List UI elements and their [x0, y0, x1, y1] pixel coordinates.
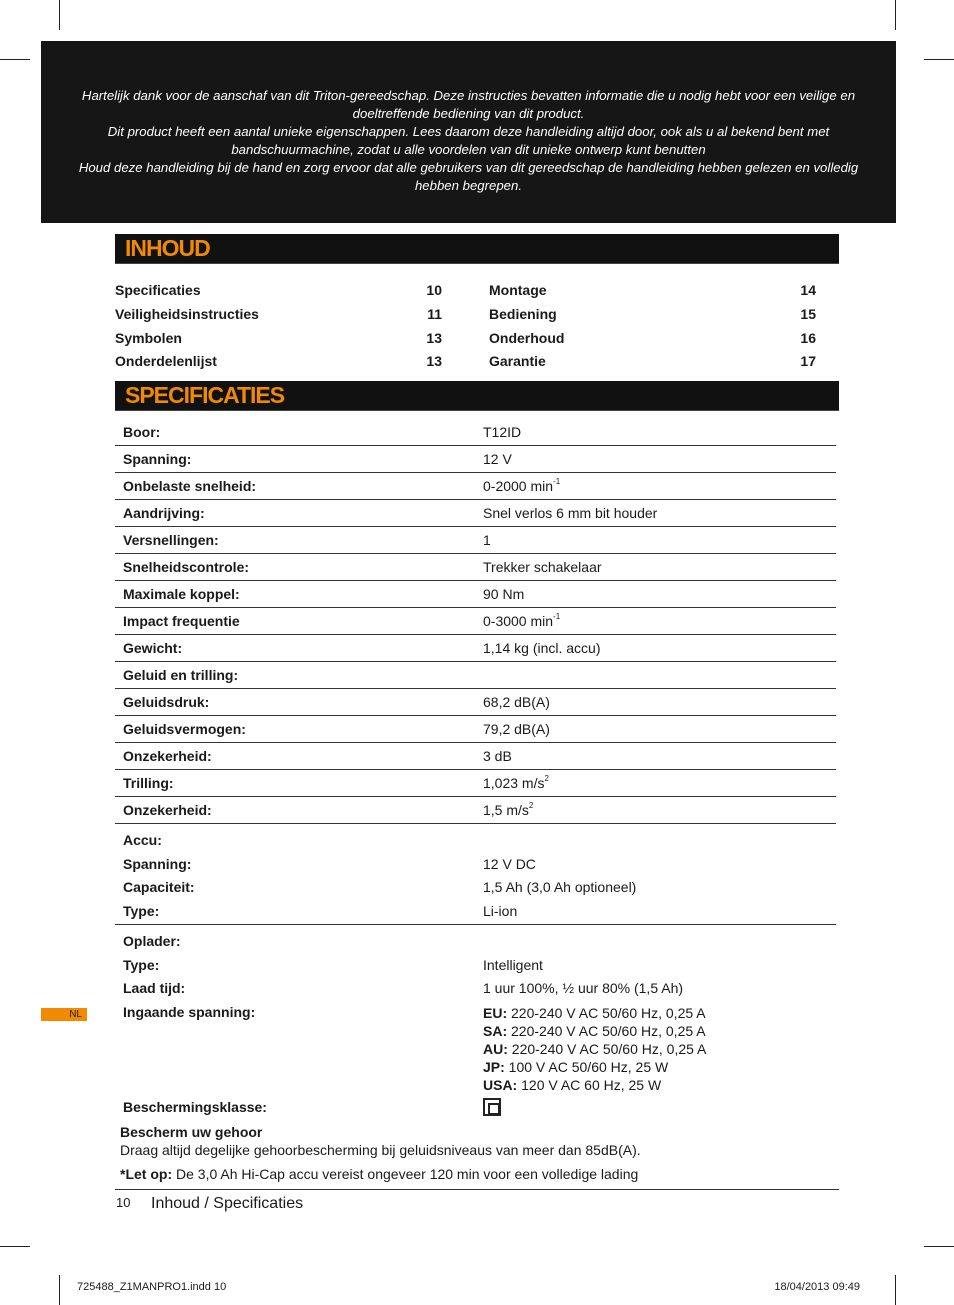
- table-row: [115, 500, 836, 527]
- spec-value: 12 V: [475, 446, 836, 473]
- spec-value: 1,023 $m/s^2$: [475, 770, 836, 797]
- intro-text: Hartelijk dank voor de aanschaf van dit Triton-gereedschap. Deze instructies bevatten informatie die u nodig hebt voor een veilige en doeltreffende bediening van dit product.: [81, 88, 856, 121]
- spec-value: Intelligent 1 uur 100%, ½ uur 80% (1,5 Ah) EU: 220-240 V AC 50/60 Hz, 0,25 A SA: 220-240 V AC 50/60 Hz, 0,25 A AU: 220-240 V AC 50/60 Hz, 0,25 A JP: 100 V AC 50/60 Hz, 25 W USA: 120 V AC 60 Hz, 25 W: [475, 925, 836, 1122]
- toc-entry[interactable]: [115, 330, 442, 354]
- spec-value: [475, 662, 836, 689]
- spec-value: 0-2000 $\min^{-1}$: [475, 473, 836, 500]
- table-row: [115, 581, 836, 608]
- toc-entry-page: 16: [800, 330, 816, 346]
- toc-entry-page: 10: [426, 282, 442, 298]
- toc-entry-label: Specificaties: [115, 282, 201, 298]
- intro-text: Dit product heeft een aantal unieke eigenschappen. Lees daarom deze handleiding altijd door, ook als u al bekend bent met bandschuurmachine, zodat u alle voordelen van dit unieke ontwerp kunt benutten: [107, 124, 830, 157]
- contents-heading: INHOUD: [125, 235, 210, 261]
- toc-entry[interactable]: [489, 330, 816, 354]
- spec-key: Impact frequentie: [115, 608, 475, 635]
- charger-title: Oplader:: [123, 933, 181, 949]
- table-row: [115, 527, 836, 554]
- crop-mark: [895, 1275, 896, 1305]
- toc-entry-page: 13: [426, 353, 442, 369]
- crop-mark: [0, 1246, 30, 1247]
- toc-entry-page: 13: [426, 330, 442, 346]
- toc-entry-label: Onderhoud: [489, 330, 565, 346]
- spec-key: Boor:: [115, 419, 475, 446]
- spec-key: Versnellingen:: [115, 527, 475, 554]
- specs-heading-bar: [115, 381, 839, 411]
- hearing-title: Bescherm uw gehoor: [120, 1124, 263, 1140]
- hearing-text: Draag altijd degelijke gehoorbescherming bij geluidsniveaus van meer dan 85dB(A).: [120, 1142, 641, 1158]
- spec-key: Geluid en trilling:: [115, 662, 475, 689]
- specs-table: [115, 419, 836, 1121]
- table-row: [115, 608, 836, 635]
- footer-section-title: Inhoud / Specificaties: [151, 1195, 304, 1212]
- intro-banner: [41, 41, 896, 223]
- page-number: 10: [116, 1195, 131, 1210]
- toc-entry-page: 11: [427, 306, 442, 322]
- spec-value: 0-3000 $\min^{-1}$: [475, 608, 836, 635]
- crop-mark: [924, 59, 954, 60]
- toc-entry-label: Garantie: [489, 353, 546, 369]
- spec-key: Geluidsvermogen:: [115, 716, 475, 743]
- class-ii-icon: [483, 1098, 501, 1116]
- spec-value: 90 Nm: [475, 581, 836, 608]
- spec-value: 79,2 dB(A): [475, 716, 836, 743]
- toc-entry[interactable]: [489, 306, 816, 330]
- toc-entry-page: 17: [800, 353, 816, 369]
- crop-mark: [0, 59, 30, 60]
- slug-file: 725488_Z1MANPRO1.indd 10: [77, 1281, 227, 1293]
- toc-entry[interactable]: [115, 306, 442, 330]
- toc-entry[interactable]: [489, 353, 816, 377]
- table-row: [115, 689, 836, 716]
- contents-heading-bar: [115, 234, 839, 264]
- spec-key: Maximale koppel:: [115, 581, 475, 608]
- spec-value: Snel verlos 6 mm bit houder: [475, 500, 836, 527]
- spec-key: Geluidsdruk:: [115, 689, 475, 716]
- spec-key: Accu: Spanning: Capaciteit: Type:: [115, 824, 475, 925]
- table-row: [115, 473, 836, 500]
- spec-key: Trilling:: [115, 770, 475, 797]
- table-row: [115, 635, 836, 662]
- language-tab: NL: [41, 1008, 87, 1021]
- spec-value: 1: [475, 527, 836, 554]
- spec-key: Gewicht:: [115, 635, 475, 662]
- table-row: [115, 770, 836, 797]
- spec-value: 12 V DC 1,5 Ah (3,0 Ah optioneel) Li-ion: [475, 824, 836, 925]
- toc-entry-label: Onderdelenlijst: [115, 353, 217, 369]
- table-row: [115, 716, 836, 743]
- table-row: [115, 797, 836, 824]
- table-row: [115, 554, 836, 581]
- toc-entry-label: Montage: [489, 282, 547, 298]
- spec-key: Aandrijving:: [115, 500, 475, 527]
- toc-entry-label: Veiligheidsinstructies: [115, 306, 259, 322]
- table-row: [115, 446, 836, 473]
- toc-entry[interactable]: [115, 282, 442, 306]
- toc-entry-label: Symbolen: [115, 330, 182, 346]
- table-row-accu: [115, 824, 836, 925]
- specs-heading: SPECIFICATIES: [125, 382, 285, 408]
- crop-mark: [59, 1275, 60, 1305]
- crop-mark: [924, 1246, 954, 1247]
- input-voltage-list: EU: 220-240 V AC 50/60 Hz, 0,25 A SA: 220-240 V AC 50/60 Hz, 0,25 A AU: 220-240 V AC 50/60 Hz, 0,25 A JP: 100 V AC 50/60 Hz, 25 W USA: 120 V AC 60 Hz, 25 W: [483, 1004, 707, 1093]
- spec-value: T12ID: [475, 419, 836, 446]
- crop-mark: [59, 0, 60, 30]
- toc-entry[interactable]: [489, 282, 816, 306]
- spec-key: Snelheidscontrole:: [115, 554, 475, 581]
- spec-key: Spanning:: [115, 446, 475, 473]
- spec-value: 68,2 dB(A): [475, 689, 836, 716]
- spec-value: 3 dB: [475, 743, 836, 770]
- spec-value: 1,14 kg (incl. accu): [475, 635, 836, 662]
- table-row: [115, 743, 836, 770]
- spec-key: Onzekerheid:: [115, 743, 475, 770]
- table-row: [115, 662, 836, 689]
- toc-entry-label: Bediening: [489, 306, 557, 322]
- table-row: [115, 419, 836, 446]
- footer-divider: [115, 1189, 839, 1190]
- toc-entry[interactable]: [115, 353, 442, 377]
- toc-entry-page: 14: [800, 282, 816, 298]
- crop-mark: [895, 0, 896, 30]
- spec-value: 1,5 $m/s^2$: [475, 797, 836, 824]
- spec-key: Oplader: Type: Laad tijd: Ingaande spanning: Beschermingsklasse:: [115, 925, 475, 1122]
- accu-title: Accu:: [123, 832, 162, 848]
- spec-value: Trekker schakelaar: [475, 554, 836, 581]
- intro-text: Houd deze handleiding bij de hand en zorg ervoor dat alle gebruikers van dit gereedschap de handleiding hebben gelezen en volledig hebben begrepen.: [78, 160, 859, 193]
- slug-date: 18/04/2013 09:49: [774, 1281, 860, 1293]
- toc-entry-page: 15: [800, 306, 816, 322]
- spec-key: Onzekerheid:: [115, 797, 475, 824]
- table-row-charger: [115, 925, 836, 1122]
- spec-key: Onbelaste snelheid:: [115, 473, 475, 500]
- note-let-op: *Let op: De 3,0 Ah Hi-Cap accu vereist ongeveer 120 min voor een volledige lading: [120, 1166, 639, 1182]
